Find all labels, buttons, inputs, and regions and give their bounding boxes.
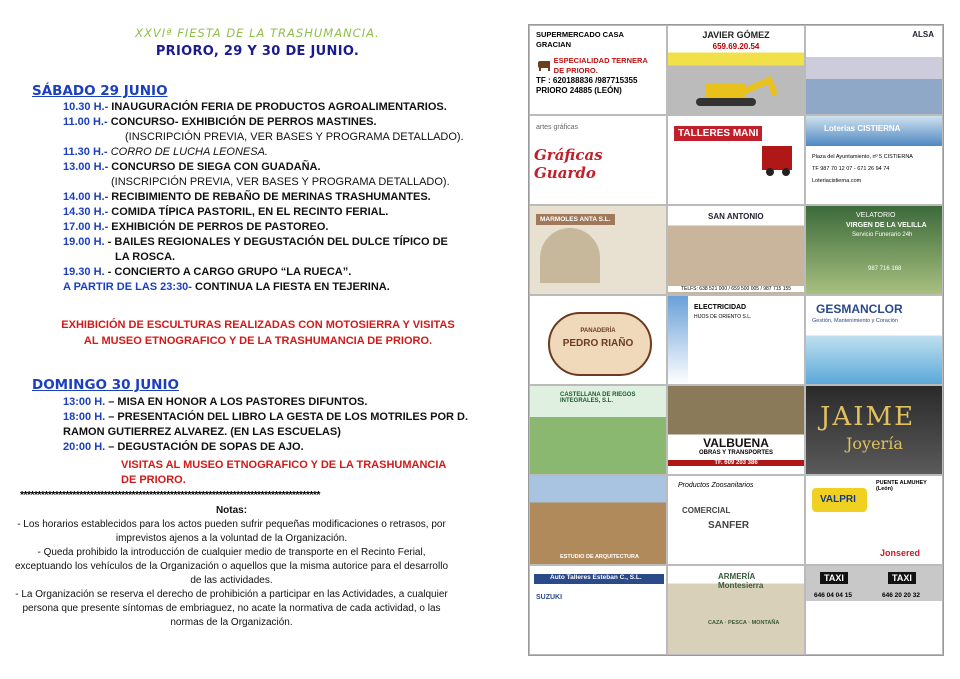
sponsor-electricidad — [667, 295, 805, 385]
note-line: - La Organización se reserva el derecho de prohibición a participar en las Actividades, a cualquier persona que presente síntomas de embriaguez, no acate la normativa de cada actividad, o las normas de la Organización. — [15, 589, 448, 628]
sponsor-arquitectura — [529, 475, 667, 565]
autotalleres-name: Auto Talleres Esteban C., S.L. — [550, 574, 642, 581]
taxi-sign: TAXI — [820, 572, 848, 584]
valbuena-phone: TF. 609 203 386 — [668, 460, 804, 466]
jonsered-logo: Jonsered — [880, 548, 921, 558]
sponsor-javier — [667, 25, 805, 115]
program-item: RAMON GUTIERREZ ALVAREZ. (EN LAS ESCUELAS) — [63, 426, 341, 438]
festival-dates: PRIORO, 29 Y 30 DE JUNIO. — [155, 44, 360, 59]
sponsor-armeria — [667, 565, 805, 655]
cisterna-address: Plaza del Ayuntamiento, nº 5 CISTIERNA — [812, 154, 913, 160]
program-item: 18:00 H. – PRESENTACIÓN DEL LIBRO LA GESTA DE LOS MOTRILES POR D. — [63, 411, 469, 423]
sponsor-pedro — [529, 295, 667, 385]
program-item: 14.30 H.- COMIDA TÍPICA PASTORIL, EN EL RECINTO FERIAL. — [63, 206, 389, 218]
sponsor-cisterna — [805, 115, 943, 205]
festival-title: XXVIª FIESTA DE LA TRASHUMANCIA. — [135, 26, 380, 40]
valbuena-name: VALBUENA — [703, 436, 769, 450]
velatorio-top: VELATORIO — [856, 212, 896, 219]
pedro-name: PEDRO RIAÑO — [562, 338, 634, 349]
notes-heading: Notas: — [215, 505, 248, 516]
supermarket-specialty: ESPECIALIDAD TERNERA DE PRIORO. — [553, 56, 648, 75]
sanfer-name: SANFER — [708, 520, 750, 531]
javier-phone: 659.69.20.54 — [712, 42, 760, 51]
program-item: 19.30 H. - CONCIERTO A CARGO GRUPO “LA RUECA”. — [63, 266, 352, 278]
jaime-name: JAIME — [820, 402, 916, 432]
sanfer-mid: COMERCIAL — [682, 506, 731, 515]
taxi-sign: TAXI — [888, 572, 916, 584]
armeria-name: ARMERÍA Montesierra — [718, 572, 764, 590]
divider-stars: ************************************************************************************** — [20, 489, 320, 501]
item-text: INAUGURACIÓN FERIA DE PRODUCTOS AGROALIMENTARIOS. — [108, 101, 447, 113]
exhibition-note: EXHIBICIÓN DE ESCULTURAS REALIZADAS CON MOTOSIERRA Y VISITAS AL MUSEO ETNOGRAFICO Y DE LA TRASHUMANCIA DE PRIORO. — [61, 319, 455, 347]
program-item: (INSCRIPCIÓN PREVIA, VER BASES Y PROGRAMA DETALLADO). — [125, 131, 464, 143]
gesmanclor-name: GESMANCLOR — [816, 302, 903, 316]
sanantonio-phone: TELFS: 638 521 000 / 659 500 005 / 987 715 155 — [668, 286, 804, 292]
excavator-icon — [686, 70, 786, 110]
program-item: 13.00 H.- CONCURSO DE SIEGA CON GUADAÑA. — [63, 161, 321, 173]
velatorio-name: VIRGEN DE LA VELILLA — [846, 222, 927, 229]
sunday-visit: VISITAS AL MUSEO ETNOGRAFICO Y DE LA TRASHUMANCIA DE PRIORO. — [121, 459, 446, 486]
valbuena-sub: OBRAS Y TRANSPORTES — [698, 450, 774, 456]
program-item: 11.00 H.- CONCURSO- EXHIBICIÓN DE PERROS MASTINES. — [63, 116, 377, 128]
program-item: 19.00 H. - BAILES REGIONALES Y DEGUSTACIÓN DEL DULCE TÍPICO DE — [63, 236, 448, 248]
sponsor-gesmanclor — [805, 295, 943, 385]
cisterna-phone: TF 987 70 12 07 - 671 26 94 74 — [812, 166, 890, 172]
sponsor-grid — [528, 24, 944, 656]
sponsor-supermarket — [529, 25, 667, 115]
sunday-heading: DOMINGO 30 JUNIO — [32, 377, 179, 393]
armeria-sub: CAZA · PESCA · MONTAÑA — [708, 620, 780, 626]
cow-icon — [536, 56, 550, 72]
sponsor-valpri — [805, 475, 943, 565]
suzuki-logo: SUZUKI — [536, 594, 563, 601]
graficas-top: artes gráficas — [536, 124, 579, 131]
program-item: 11.30 H.- CORRO DE LUCHA LEONESA. — [63, 146, 268, 158]
sponsor-sanfer — [667, 475, 805, 565]
note-line: - Queda prohibido la introducción de cualquier medio de transporte en el Recinto Ferial, exceptuando los vehículos de la Organización o aquellos que la misma autorice para el desarrollo de las actividades. — [14, 547, 449, 586]
sponsor-jaime — [805, 385, 943, 475]
truck-icon — [758, 138, 798, 178]
sunday-program — [63, 395, 468, 455]
valpri-name: VALPRI — [820, 494, 856, 505]
supermarket-address: PRIORO 24885 (LEÓN) — [536, 86, 622, 95]
cisterna-web: Loteriacistierna.com — [812, 178, 862, 184]
program-item: 10.30 H.- INAUGURACIÓN FERIA DE PRODUCTOS AGROALIMENTARIOS. — [63, 101, 447, 113]
sponsor-valbuena — [667, 385, 805, 475]
supermarket-phone: TF : 620188836 /987715355 — [536, 76, 638, 85]
marmoles-name: MARMOLES ANTA S.L. — [536, 214, 615, 225]
alsa-label: ALSA — [912, 30, 934, 39]
program-item: 13:00 H. – MISA EN HONOR A LOS PASTORES DIFUNTOS. — [63, 396, 368, 408]
supermarket-name: SUPERMERCADO CASA GRACIAN — [536, 30, 624, 49]
valpri-top: PUENTE ALMUHEY (León) — [876, 480, 927, 492]
castellana-name: CASTELLANA DE RIEGOS INTEGRALES, S.L. — [560, 392, 636, 404]
sponsor-alsa — [805, 25, 943, 115]
pedro-top: PANADERÍA — [580, 328, 616, 334]
program-item: 17.00 H.- EXHIBICIÓN DE PERROS DE PASTOREO. — [63, 221, 329, 233]
talleres-name: TALLERES MANI — [674, 126, 762, 141]
velatorio-phone: 987 716 168 — [868, 266, 902, 272]
cisterna-name: Loterias CISTIERNA — [824, 124, 901, 133]
saturday-heading: SÁBADO 29 JUNIO — [32, 83, 168, 99]
sponsor-marmoles — [529, 205, 667, 295]
sponsor-autotalleres — [529, 565, 667, 655]
sponsor-velatorio — [805, 205, 943, 295]
javier-name: JAVIER GÓMEZ — [702, 30, 770, 40]
sanfer-top: Productos Zoosanitarios — [678, 482, 754, 489]
sponsor-sanantonio — [667, 205, 805, 295]
taxi-phone: 646 20 20 32 — [882, 592, 920, 599]
note-line: - Los horarios establecidos para los actos pueden sufrir pequeñas modificaciones o retrasos, por imprevistos ajenos a la voluntad de la Organización. — [17, 519, 446, 544]
program-item: 14.00 H.- RECIBIMIENTO DE REBAÑO DE MERINAS TRASHUMANTES. — [63, 191, 431, 203]
sponsor-graficas — [529, 115, 667, 205]
velatorio-sub: Servicio Funerario 24h — [852, 232, 913, 238]
sanantonio-name: SAN ANTONIO — [708, 212, 764, 221]
sponsor-taxi — [805, 565, 943, 655]
graficas-name: Gráficas Guardo — [534, 146, 603, 182]
electricidad-sub: HIJOS DE ORIENTO S.L. — [694, 314, 752, 320]
gesmanclor-sub: Gestión, Mantenimiento y Coración — [812, 318, 898, 324]
sponsor-castellana — [529, 385, 667, 475]
electricidad-name: ELECTRICIDAD — [694, 304, 747, 311]
jaime-sub: Joyería — [846, 434, 903, 453]
taxi-phone: 646 04 04 15 — [814, 592, 852, 599]
program-item: LA ROSCA. — [115, 251, 176, 263]
program-item: 20:00 H. – DEGUSTACIÓN DE SOPAS DE AJO. — [63, 441, 304, 453]
house-caption: ESTUDIO DE ARQUITECTURA — [560, 554, 639, 560]
program-item: (INSCRIPCIÓN PREVIA, VER BASES Y PROGRAMA DETALLADO). — [111, 176, 450, 188]
saturday-program — [63, 100, 464, 295]
program-item: A PARTIR DE LAS 23:30- CONTINUA LA FIESTA EN TEJERINA. — [63, 281, 390, 293]
sponsor-talleres — [667, 115, 805, 205]
notes — [14, 504, 449, 630]
